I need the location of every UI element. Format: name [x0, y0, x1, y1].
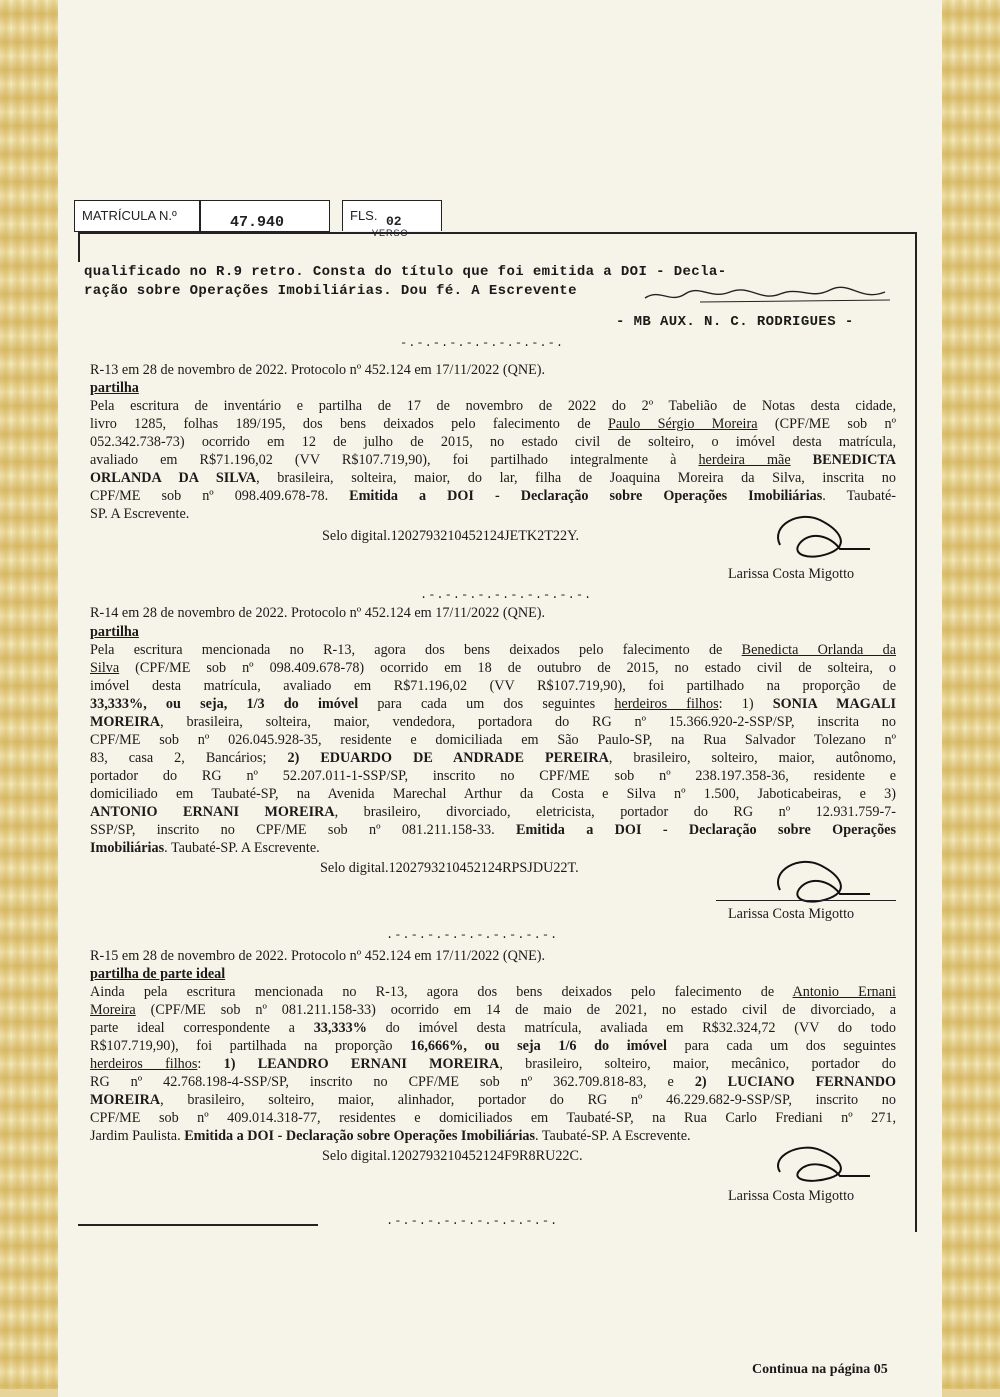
r13-line-6: CPF/ME sob nº 098.409.678-78. Emitida a DOI - Declaração sobre Operações Imobiliárias. Taubaté-: [90, 488, 896, 504]
r14-line-5: MOREIRA, brasileira, solteira, maior, vendedora, portadora do RG nº 15.366.920-2-SSP/SP, inscrita no: [90, 714, 896, 730]
intro-signature-icon: [640, 280, 900, 310]
r15-heading: R-15 em 28 de novembro de 2022. Protocolo nº 452.124 em 17/11/2022 (QNE).: [90, 948, 546, 964]
intro-line-1: qualificado no R.9 retro. Consta do título que foi emitida a DOI - Decla-: [84, 264, 727, 280]
r13-selo: Selo digital.1202793210452124JETK2T22Y.: [322, 528, 580, 544]
r15-line-3: parte ideal correspondente a 33,333% do imóvel desta matrícula, avaliada em R$32.324,72 (VV do todo: [90, 1020, 896, 1036]
r15-line-9: Jardim Paulista. Emitida a DOI - Declaração sobre Operações Imobiliárias. Taubaté-SP. A Escrevente.: [90, 1128, 691, 1144]
r13-line-7: SP. A Escrevente.: [90, 506, 190, 522]
frame-bottom-left-line: [78, 1224, 318, 1226]
r13-heading: R-13 em 28 de novembro de 2022. Protocolo nº 452.124 em 17/11/2022 (QNE).: [90, 362, 546, 378]
r14-line-10: ANTONIO ERNANI MOREIRA, brasileiro, divorciado, eletricista, portador do RG nº 12.931.759-7-: [90, 804, 896, 820]
r13-line-3: 052.342.738-73) ocorrido em 12 de julho de 2015, no estado civil de solteiro, o imóvel desta matrícula,: [90, 434, 896, 450]
r14-line-7: 83, casa 2, Bancários; 2) EDUARDO DE ANDRADE PEREIRA, brasileiro, solteiro, maior, autônomo,: [90, 750, 897, 766]
r14-line-8: portador do RG nº 52.207.011-1-SSP/SP, inscrito no CPF/ME sob nº 238.197.358-36, residente e: [90, 768, 896, 784]
r14-line-9: domiciliado em Taubaté-SP, na Avenida Marechal Arthur da Costa e Silva nº 1.500, Jaboticabeiras, e 3): [90, 786, 896, 802]
r15-type: partilha de parte ideal: [90, 966, 226, 982]
r14-type: partilha: [90, 624, 139, 640]
r15-line-6: RG nº 42.768.198-4-SSP/SP, inscrito no CPF/ME sob nº 362.709.818-83, e 2) LUCIANO FERNANDO: [90, 1074, 896, 1090]
intro-line-2: ração sobre Operações Imobiliárias. Dou fé. A Escrevente: [84, 283, 577, 299]
r14-line-4: 33,333%, ou seja, 1/3 do imóvel para cada um dos seguintes herdeiros filhos: 1) SONIA MAGALI: [90, 696, 896, 712]
r14-separator: .-.-.-.-.-.-.-.-.-.-.: [386, 928, 559, 942]
r14-signer: Larissa Costa Migotto: [728, 906, 855, 922]
r14-line-6: CPF/ME sob nº 026.045.928-35, residente e domiciliada em São Paulo-SP, na Rua Salvador Tolezano nº: [90, 732, 896, 748]
r15-selo: Selo digital.1202793210452124F9R8RU22C.: [322, 1148, 583, 1164]
frame-top-line: [78, 232, 916, 234]
fls-label: FLS.: [350, 208, 378, 223]
r14-line-3: imóvel desta matrícula, avaliado em R$71.196,02 (VV R$107.719,90), foi partilhado na proporção de: [90, 678, 896, 694]
r13-type: partilha: [90, 380, 139, 396]
r14-line-11: SSP/SP, inscrito no CPF/ME sob nº 081.211.158-33. Emitida a DOI - Declaração sobre Operações: [90, 822, 896, 838]
matricula-label: MATRÍCULA N.º: [82, 208, 177, 223]
r13-line-4: avaliado em R$71.196,02 (VV R$107.719,90), foi partilhado integralmente à herdeira mãe BENEDICTA: [90, 452, 896, 468]
verso-label: VERSO: [372, 228, 409, 238]
r14-selo: Selo digital.1202793210452124RPSJDU22T.: [320, 860, 579, 876]
frame-left-line: [78, 232, 80, 262]
decorative-border-left: [0, 0, 58, 1397]
r15-separator: .-.-.-.-.-.-.-.-.-.-.: [386, 1214, 559, 1228]
fls-value: 02: [386, 214, 402, 229]
matricula-value: 47.940: [230, 214, 285, 231]
r13-signer: Larissa Costa Migotto: [728, 566, 855, 582]
r15-line-7: MOREIRA, brasileiro, solteiro, maior, alinhador, portador do RG nº 46.229.682-9-SSP/SP, inscrito no: [90, 1092, 896, 1108]
continua-label: Continua na página 05: [752, 1362, 888, 1377]
r14-line-12: Imobiliárias. Taubaté-SP. A Escrevente.: [90, 840, 320, 856]
intro-separator: -.-.-.-.-.-.-.-.-.-.: [400, 336, 565, 350]
r14-line-2: Silva (CPF/ME sob nº 098.409.678-78) ocorrido em 18 de outubro de 2015, no estado civil de solteira, o: [90, 660, 896, 676]
frame-right-line: [915, 232, 917, 1232]
r14-signer-underline: [716, 900, 896, 901]
r13-signature-icon: [760, 505, 880, 565]
r13-line-1: Pela escritura de inventário e partilha de 17 de novembro de 2022 do 2º Tabelião de Notas desta cidade,: [90, 398, 896, 414]
r13-line-5: ORLANDA DA SILVA, brasileira, solteira, maior, do lar, filha de Joaquina Moreira da Silva, inscrita no: [90, 470, 896, 486]
r15-line-1: Ainda pela escritura mencionada no R-13, agora dos bens deixados pelo falecimento de Antonio Ernani: [90, 984, 896, 1000]
r15-signature-icon: [760, 1138, 880, 1188]
r15-line-8: CPF/ME sob nº 409.014.318-77, residentes e domiciliados em Taubaté-SP, na Rua Carlo Frediani nº 271,: [90, 1110, 896, 1126]
intro-signer: - MB AUX. N. C. RODRIGUES -: [616, 314, 854, 330]
r15-signer: Larissa Costa Migotto: [728, 1188, 855, 1204]
r13-separator: .-.-.-.-.-.-.-.-.-.-.: [420, 588, 593, 602]
r15-line-4: R$107.719,90), foi partilhada na proporção 16,666%, ou seja 1/6 do imóvel para cada um dos seguintes: [90, 1038, 897, 1054]
r15-line-5: herdeiros filhos: 1) LEANDRO ERNANI MOREIRA, brasileiro, solteiro, maior, mecânico, portador do: [90, 1056, 896, 1072]
r14-heading: R-14 em 28 de novembro de 2022. Protocolo nº 452.124 em 17/11/2022 (QNE).: [90, 605, 546, 621]
r13-line-2: livro 1285, folhas 189/195, dos bens deixados pelo falecimento de Paulo Sérgio Moreira (CPF/ME sob nº: [90, 416, 896, 432]
r15-line-2: Moreira (CPF/ME sob nº 081.211.158-33) ocorrido em 14 de maio de 2021, no estado civil de divorciado, a: [90, 1002, 896, 1018]
decorative-border-right: [942, 0, 1000, 1397]
r14-signature-icon: [760, 850, 880, 910]
r14-line-1: Pela escritura mencionada no R-13, agora dos bens deixados pelo falecimento de Benedicta Orlanda da: [90, 642, 896, 658]
